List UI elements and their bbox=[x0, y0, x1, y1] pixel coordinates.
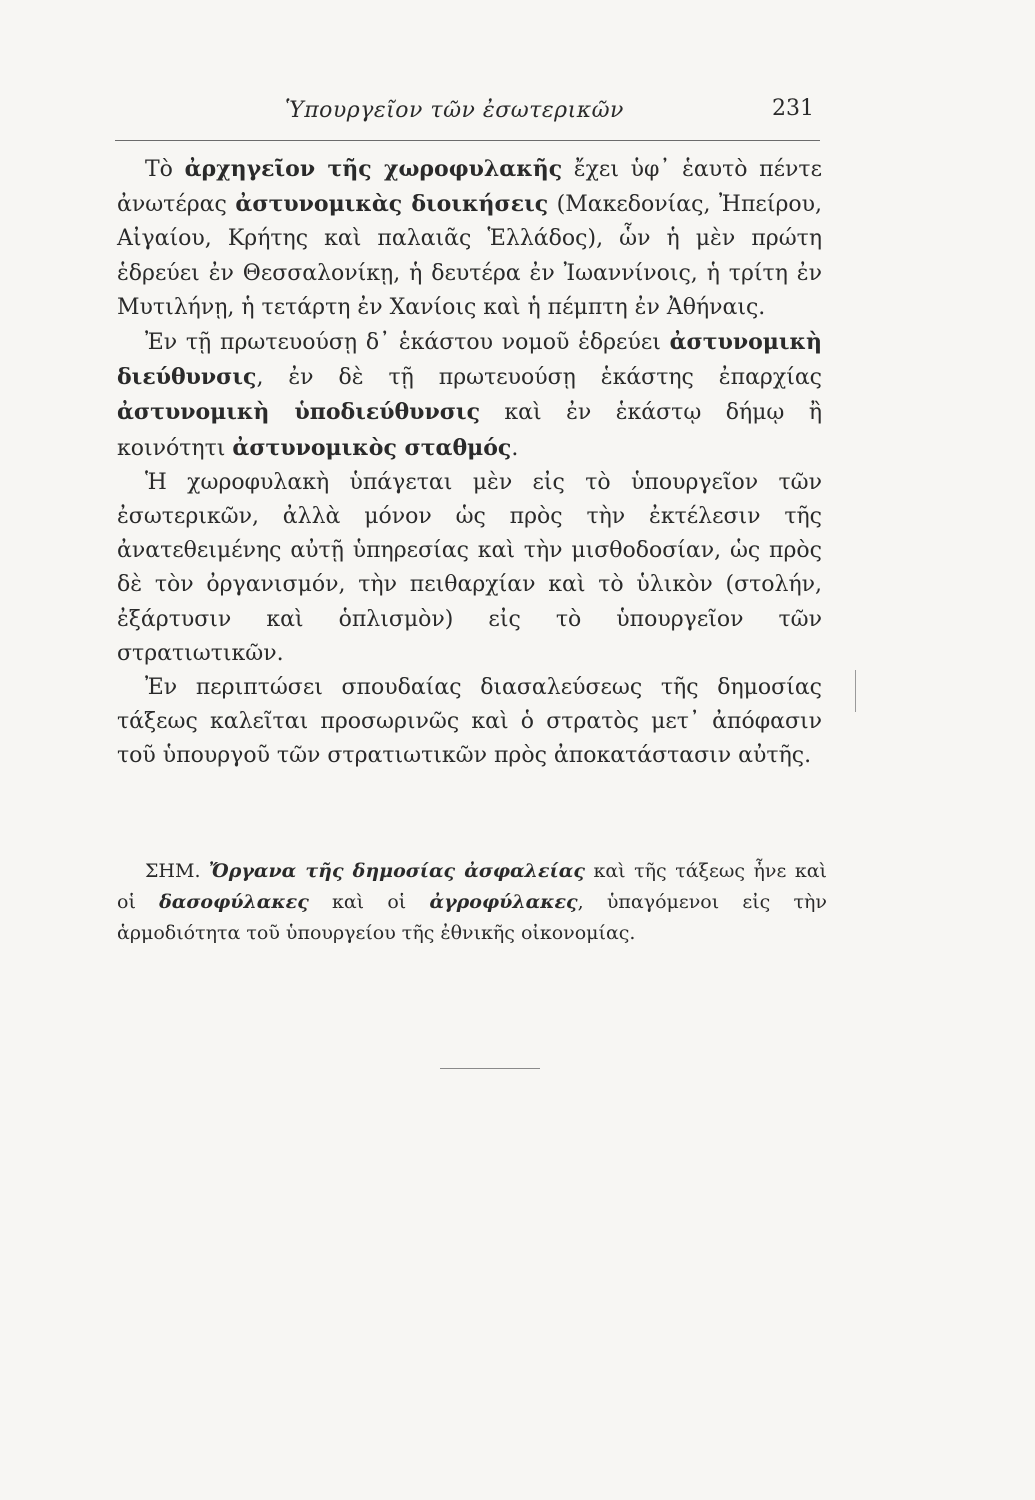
bold-term: ἀρχηγεῖον τῆς χωροφυλακῆς bbox=[184, 156, 563, 182]
margin-mark bbox=[855, 670, 856, 712]
note-label: ΣΗΜ. bbox=[145, 860, 201, 882]
page-number: 231 bbox=[772, 96, 814, 121]
bold-term: ἀστυνομικὸς σταθμός bbox=[232, 434, 512, 461]
body-text bbox=[117, 152, 822, 774]
paragraph-police-directorates: Ἐν τῇ πρωτευούσῃ δ᾽ ἑκάστου νομοῦ ἑδρεύει ἀστυνομικὴ διεύθυνσις, ἐν δὲ τῇ πρωτευούσῃ ἑκάστης ἐπαρχίας ἀστυνομικὴ ὑποδιεύθυνσις καὶ ἐν ἑκάστῳ δήμῳ ἢ κοινότητι ἀστυνομικὸς σταθμός. bbox=[117, 329, 822, 461]
end-rule bbox=[440, 1068, 540, 1069]
bold-term: Ὄργανα τῆς δημοσίας ἀσφαλείας bbox=[209, 860, 585, 882]
bold-term: ἀστυνομικὴ διεύθυνσις bbox=[117, 329, 822, 391]
running-head: Ὑπουργεῖον τῶν ἐσωτερικῶν bbox=[285, 98, 624, 123]
header-rule bbox=[115, 140, 820, 141]
paragraph-ministry-subordination: Ἡ χωροφυλακὴ ὑπάγεται μὲν εἰς τὸ ὑπουργεῖον τῶν ἐσωτερικῶν, ἀλλὰ μόνον ὡς πρὸς τὴν ἐκτέλεσιν τῆς ἀνατεθειμένης αὐτῇ ὑπηρεσίας καὶ τὴν μισθοδοσίαν, ὡς πρὸς δὲ τὸν ὀργανισμόν, τὴν πειθαρχίαν καὶ τὸ ὑλικὸν (στολήν, ἐξάρτυσιν καὶ ὁπλισμὸν) εἰς τὸ ὑπουργεῖον τῶν στρατιωτικῶν. bbox=[117, 469, 822, 666]
footnote: ΣΗΜ. Ὄργανα τῆς δημοσίας ἀσφαλείας καὶ τῆς τάξεως ἦνε καὶ οἱ δασοφύλακες καὶ οἱ ἀγροφύλακες, ὑπαγόμενοι εἰς τὴν ἁρμοδιότητα τοῦ ὑπουργείου τῆς ἐθνικῆς οἰκονομίας. bbox=[117, 860, 827, 944]
paragraph-army-intervention: Ἐν περιπτώσει σπουδαίας διασαλεύσεως τῆς δημοσίας τάξεως καλεῖται προσωρινῶς καὶ ὁ στρατὸς μετ᾽ ἀπόφασιν τοῦ ὑπουργοῦ τῶν στρατιωτικῶν πρὸς ἀποκατάστασιν αὐτῆς. bbox=[117, 675, 822, 769]
bold-term: δασοφύλακες bbox=[159, 891, 309, 913]
bold-term: ἀστυνομικὴ ὑποδιεύθυνσις bbox=[117, 399, 480, 426]
paragraph-gendarmerie-headquarters: Τὸ ἀρχηγεῖον τῆς χωροφυλακῆς ἔχει ὑφ᾽ ἑαυτὸ πέντε ἀνωτέρας ἀστυνομικὰς διοικήσεις (Μακεδονίας, Ἠπείρου, Αἰγαίου, Κρήτης καὶ παλαιᾶς Ἑλλάδος), ὧν ἡ μὲν πρώτη ἑδρεύει ἐν Θεσσαλονίκῃ, ἡ δευτέρα ἐν Ἰωαννίνοις, ἡ τρίτη ἐν Μυτιλήνῃ, ἡ τετάρτη ἐν Χανίοις καὶ ἡ πέμπτη ἐν Ἀθήναις. bbox=[117, 156, 823, 320]
bold-term: ἀγροφύλακες bbox=[429, 891, 578, 913]
bold-term: ἀστυνομικὰς διοικήσεις bbox=[235, 191, 549, 218]
